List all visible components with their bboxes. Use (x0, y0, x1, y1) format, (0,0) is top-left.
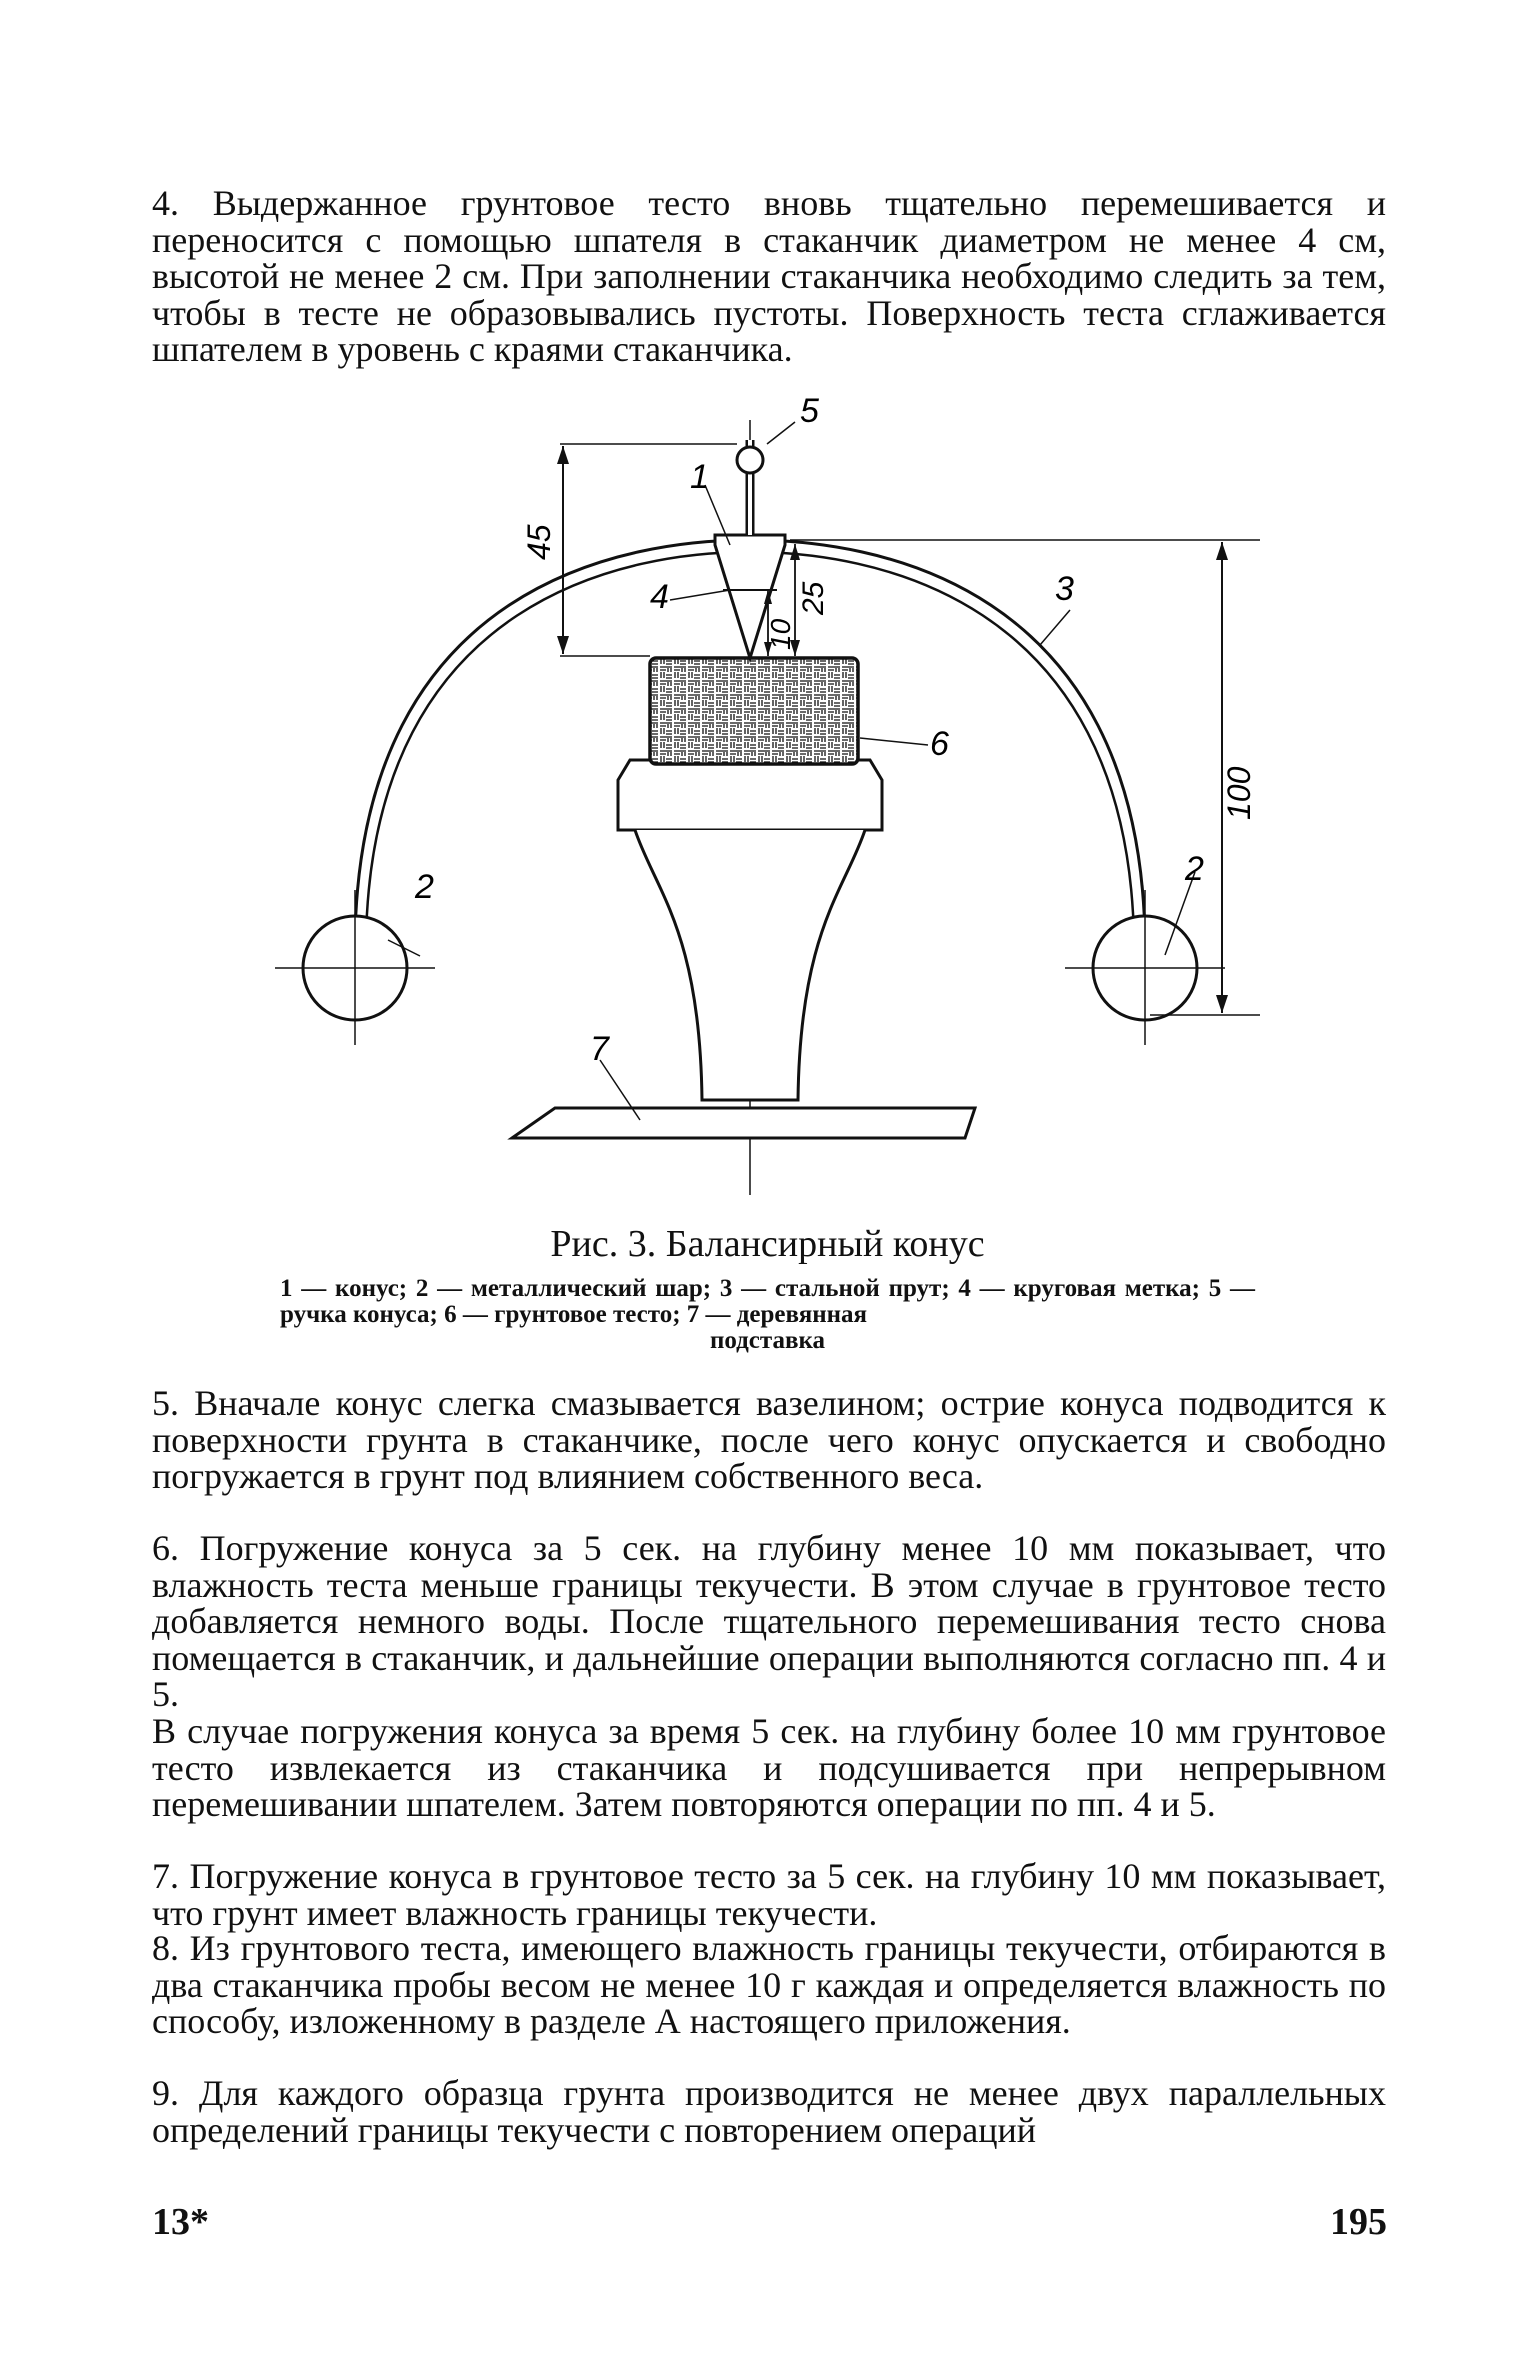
paragraph-8: 8. Из грунтового теста, имеющего влажность границы текучести, отбираются в два стаканчика пробы весом не менее 10 г каждая и определяется влажность по способу, изложенному в разделе А настоящего приложения. (152, 1928, 1386, 2041)
stand-neck (635, 830, 865, 1100)
paragraph-6: 6. Погружение конуса за 5 сек. на глубину менее 10 мм показывает, что влажность теста меньше границы текучести. В этом случае в грунтовое тесто добавляется немного воды. После тщательного перемешивания тесто снова помещается в стаканчик, и дальнейшие операции выполняются согласно пп. 4 и 5. (152, 1528, 1386, 1714)
label-7: 7 (590, 1030, 609, 1068)
figure-legend-line-1: 1 — конус; 2 — металлический шар; 3 — стальной прут; 4 — круговая метка; 5 — ручка конуса; 6 — грунтовое тесто; 7 — деревянная (280, 1275, 1255, 1328)
label-1: 1 (690, 458, 709, 496)
signature-mark: 13* (152, 2201, 209, 2243)
figure-caption-title: Рис. 3. Балансирный конус (550, 1223, 985, 1265)
label-2-right: 2 (1185, 850, 1204, 888)
dim-25-label: 25 (797, 581, 830, 615)
paragraph-5: 5. Вначале конус слегка смазывается вазелином; острие конуса подводится к поверхности грунта в стаканчике, после чего конус опускается и свободно погружается в грунт под влиянием собственного веса. (152, 1383, 1386, 1496)
paragraph-7: 7. Погружение конуса в грунтовое тесто за 5 сек. на глубину 10 мм показывает, что грунт имеет влажность границы текучести. (152, 1856, 1386, 1933)
label-2-left: 2 (415, 868, 434, 906)
label-3: 3 (1055, 570, 1074, 608)
dim-100-label: 100 (1221, 766, 1257, 820)
soil-cup (650, 658, 858, 764)
label-4: 4 (650, 578, 669, 616)
wooden-base (512, 1108, 975, 1138)
page-number: 195 (1330, 2201, 1387, 2243)
dim-10-label: 10 (765, 618, 796, 650)
balance-cone-figure (260, 392, 1260, 1200)
dim-45-label: 45 (521, 524, 557, 560)
label-5: 5 (800, 392, 819, 430)
label-6: 6 (930, 725, 949, 763)
stand-top (618, 760, 882, 830)
handle-ball (737, 447, 763, 473)
figure-legend (280, 1276, 1255, 1354)
paragraph-4: 4. Выдержанное грунтовое тесто вновь тщательно перемешивается и переносится с помощью шпателя в стаканчик диаметром не менее 4 см, высотой не менее 2 см. При заполнении стаканчика необходимо следить за тем, чтобы в тесте не образовывались пустоты. Поверхность теста сглаживается шпателем в уровень с краями стаканчика. (152, 183, 1386, 369)
paragraph-6-continued: В случае погружения конуса за время 5 сек. на глубину более 10 мм грунтовое тесто извлекается из стаканчика и подсушивается при непрерывном перемешивании шпателем. Затем повторяются операции по пп. 4 и 5. (152, 1711, 1386, 1824)
paragraph-9: 9. Для каждого образца грунта производится не менее двух параллельных определений границы текучести с повторением операций (152, 2073, 1386, 2150)
figure-legend-line-2: подставка (709, 1327, 826, 1354)
